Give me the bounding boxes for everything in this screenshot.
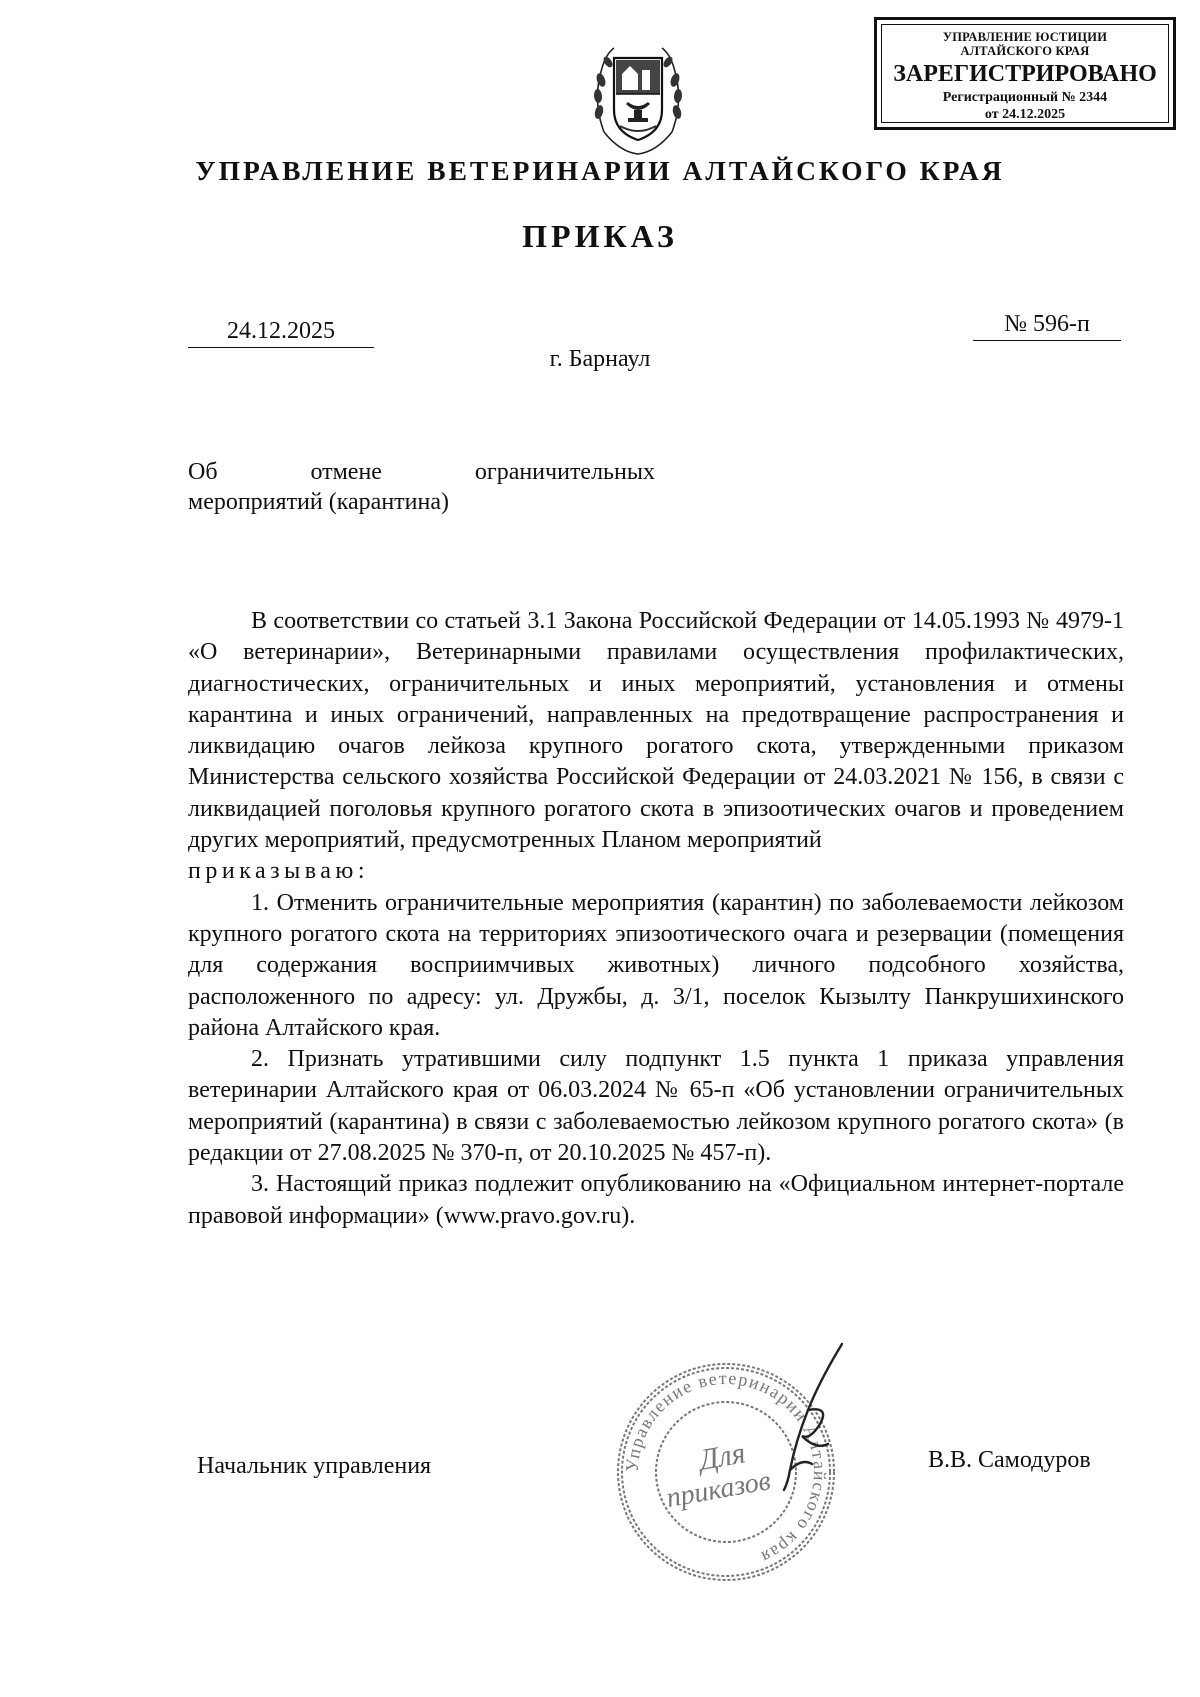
document-date: 24.12.2025 [188, 317, 374, 348]
subject-line2: мероприятий (карантина) [188, 489, 449, 515]
order-item-2: 2. Признать утратившими силу подпункт 1.5 пункта 1 приказа управления ветеринарии Алтайского края от 06.03.2024 № 65-п «Об установлении ограничительных мероприятий (карантина) в связи с заболеваемостью лейкозом крупного рогатого скота» (в редакции от 27.08.2025 № 370-п, от 20.10.2025 № 457-п). [188, 1046, 1124, 1167]
coat-of-arms-icon [590, 40, 686, 158]
document-number: № 596-п [973, 310, 1121, 341]
signatory-position: Начальник управления [197, 1453, 432, 1479]
document-city: г. Барнаул [549, 346, 651, 372]
subject-word1: Об [188, 459, 218, 485]
stamp-status: ЗАРЕГИСТРИРОВАНО [893, 61, 1157, 87]
stamp-reg-number: Регистрационный № 2344 [942, 90, 1108, 105]
document-body [188, 606, 1124, 1232]
stamp-reg-date: от 24.12.2025 [984, 107, 1066, 122]
seal-center-line2: приказов [664, 1465, 773, 1515]
seal-center-line1: Для [696, 1436, 748, 1477]
stamp-org-line1: УПРАВЛЕНИЕ ЮСТИЦИИ [942, 30, 1108, 44]
subject-word3: ограничительных [474, 459, 655, 485]
seal-ring-text: Управление ветеринарии Алтайского края [621, 1367, 831, 1569]
preamble-paragraph: В соответствии со статьей 3.1 Закона Российской Федерации от 14.05.1993 № 4979-1 «О ветеринарии», Ветеринарными правилами осуществления профилактических, диагностических, ограничительных и иных мероприятий, установления и отмены карантина и иных ограничений, направленных на предотвращение распространения и ликвидацию очагов лейкоза крупного рогатого скота, утвержденными приказом Министерства сельского хозяйства Российской Федерации от 24.03.2021 № 156, в связи с ликвидацией поголовья крупного рогатого скота в эпизоотических очагов и проведением других мероприятий, предусмотренных Планом мероприятий [188, 608, 1124, 854]
subject-word2: отмене [310, 459, 382, 485]
stamp-org-line2: АЛТАЙСКОГО КРАЯ [960, 44, 1090, 58]
handwritten-signature [750, 1340, 860, 1500]
organization-title: УПРАВЛЕНИЕ ВЕТЕРИНАРИИ АЛТАЙСКОГО КРАЯ [195, 155, 1005, 186]
document-subject [188, 457, 655, 517]
document-type: ПРИКАЗ [522, 218, 678, 254]
signatory-name: В.В. Самодуров [928, 1447, 1091, 1473]
order-word: приказываю: [188, 858, 370, 885]
order-item-3: 3. Настоящий приказ подлежит опубликованию на «Официальном интернет-портале правовой информации» (www.pravo.gov.ru). [188, 1171, 1124, 1229]
order-item-1: 1. Отменить ограничительные мероприятия (карантин) по заболеваемости лейкозом крупного рогатого скота на территориях эпизоотического очага и резервации (помещения для содержания восприимчивых животных) личного подсобного хозяйства, расположенного по адресу: ул. Дружбы, д. 3/1, поселок Кызылту Панкрушихинского района Алтайского края. [188, 889, 1124, 1041]
registration-stamp [874, 17, 1176, 130]
